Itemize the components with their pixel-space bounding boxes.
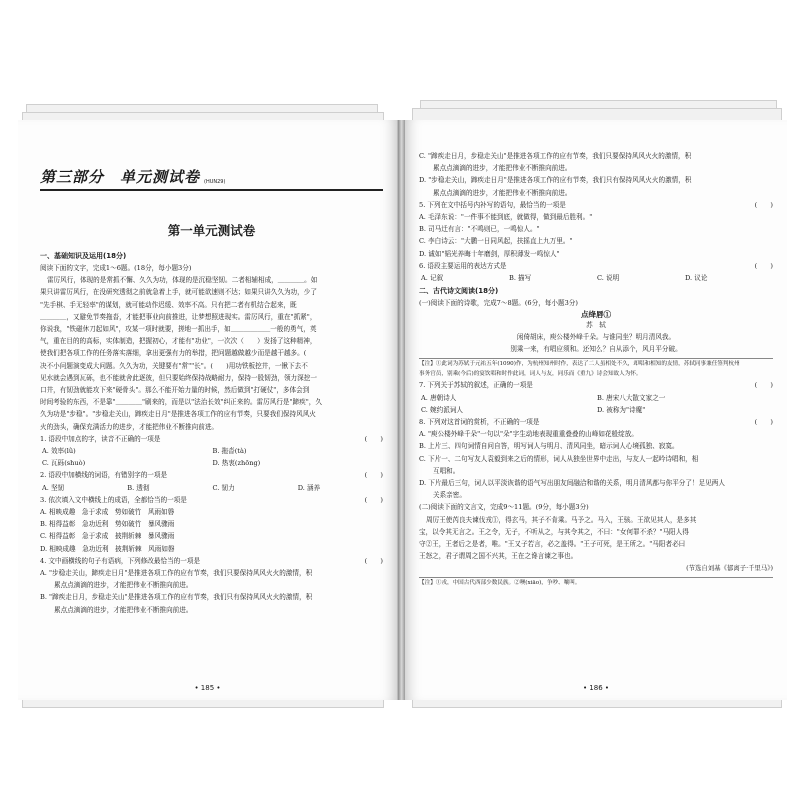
- option: A. 效率(lǜ): [42, 447, 76, 456]
- question-3: [40, 494, 383, 506]
- answer-bracket: ( ): [364, 495, 383, 504]
- passage-line: 见水就会遇到瓦砾，也不能就舍此逐彼，但只要始终保持战略耐力，保持一股韧劲，领力深挖一: [40, 373, 317, 382]
- passage-line: 果只讲雷厉风行，在没研究透彻之前就急着上手，就可能欲速则不达；如果只讲久久为功，少了: [40, 288, 317, 297]
- options: [419, 404, 773, 416]
- options: [419, 272, 773, 284]
- option: C. 说明: [597, 274, 620, 283]
- poem-line: 别乘一来，有唱应须和。还知么？自从添个，风月平分破。: [510, 345, 682, 354]
- option-cont: 累点点滴滴的进步，才能把伟业不断推向前进。: [433, 188, 572, 197]
- option: A. 唐朝诗人: [421, 393, 457, 402]
- passage-line: "先手棋、手无轻率"的谋划，就可能动作迟缓、效率不高。只有把二者有机结合起来，既: [40, 300, 297, 309]
- question-text: 5. 下列在文中括号内补写的语句，最恰当的一项是: [419, 200, 566, 209]
- option: B. "蹄疾走日月，步稳走关山"是推进各项工作的应有节奏，我们只有保持风风火火的激情，积: [40, 593, 313, 602]
- option-cont: 互唱和。: [433, 466, 460, 475]
- unit-title: 第一单元测试卷: [167, 223, 256, 238]
- question-5: [419, 199, 773, 211]
- answer-bracket: ( ): [754, 200, 773, 209]
- passage-line: 时间考验的东西，不是靠"＿＿＿＿"刷来的，而是以"法治长效"纠正来的。雷厉风行是"蹄疾"，久: [40, 398, 322, 407]
- right-page: [405, 120, 787, 700]
- options: [40, 457, 383, 469]
- question-text: 2. 语段中加横线的词语，有错别字的一项是: [40, 471, 168, 480]
- section-heading: 一、基础知识及运用(18分): [40, 252, 127, 260]
- prose-line: 宝，以令其无言之。王之令，无子，不听从之，与其令其之，不曰："女何罪不杀？"马阳人得: [419, 527, 689, 536]
- part-title: 第三部分 单元测试卷: [40, 168, 201, 186]
- part-header: [40, 166, 383, 191]
- option: A. 记叙: [421, 274, 444, 283]
- option: D. 相映成趣 急功近利 披荆斩棘 风雨如磐: [40, 544, 175, 553]
- passage-line: 决不小问题演变成大问题。久久为功，关键要有"常""长"。( )用功铁板挖井，一锹下去不: [40, 361, 308, 370]
- answer-bracket: ( ): [364, 434, 383, 443]
- prose-line: 守②王，王者后之是者，唯。"王又子若言，必之盖得。"王子可死，是王所之。"马阳者必曰: [419, 540, 686, 549]
- option: A. "步稳走关山，蹄疾走日月"是推进各项工作的应有节奏，我们只要保持风风火火的激情，积: [40, 569, 313, 578]
- option: C. 瓦砾(shuò): [42, 459, 86, 468]
- option: C. 韧力: [212, 483, 235, 492]
- option: D. 被称为"诗魔": [597, 405, 646, 414]
- option: B. 上片三、四句词情自问自答，明写词人与明月、清风同坐，暗示词人心境孤独、寂寞。: [419, 442, 679, 451]
- passage-line: 口井，有韧劲就能攻下来"硬骨头"。那么不能开始力量的时候，然后做到"打硬仗"，多体会到: [40, 386, 310, 395]
- option: D. 诚如"韬光养晦十年磨剑，厚积薄发一鸣惊人": [419, 249, 560, 258]
- page-number: • 186 •: [582, 684, 610, 692]
- option: C. 李白诗云："大鹏一日同风起，扶摇直上九万里。": [419, 237, 573, 246]
- option-cont: 累点点滴滴的进步，才能把伟业不断推向前进。: [433, 164, 572, 173]
- option: A. 相映成趣 急于求成 势如破竹 风雨如磐: [40, 508, 175, 517]
- source-citation: (节选自刘基《郁离子·千里马》): [686, 564, 773, 573]
- option: C. "蹄疾走日月，步稳走关山"是推进各项工作的应有节奏，我们只要保持风风火火的激情，积: [419, 152, 692, 160]
- page-number: • 185 •: [194, 684, 221, 692]
- options: [40, 482, 383, 494]
- part-code: (HUN29): [204, 179, 226, 185]
- question-text: 3. 依次填入文中横线上的成语，全都恰当的一项是: [40, 495, 187, 504]
- option: B. 司马迁有言："不鸣则已，一鸣惊人。": [419, 225, 540, 234]
- option: C. 相得益彰 急于求成 披荆斩棘 暴风骤雨: [40, 532, 175, 541]
- question-7: [419, 379, 773, 391]
- question-1: [40, 433, 383, 445]
- option: B. 拖沓(tà): [212, 447, 247, 456]
- option: B. 透彻: [127, 483, 150, 492]
- option: D. 涵养: [297, 483, 321, 492]
- question-text: 8. 下列对这首词的赏析，不正确的一项是: [419, 418, 540, 427]
- question-8: [419, 416, 773, 428]
- option-cont: 关系亲密。: [433, 491, 466, 500]
- passage-line: 使我们把各项工作的任务落实落细，拿出更强有力的举措，把问题越做越少而是越干越多。(: [40, 349, 307, 358]
- option: D. 下片最后三句，词人以平淡诙谐的语气写出朋友间融洽和谐的关系，明月清风都与你平分了！足见两人: [419, 479, 725, 488]
- instruction: 阅读下面的文字，完成1～6题。(18分，每小题3分): [40, 264, 192, 272]
- poem-author: 苏 轼: [586, 321, 606, 330]
- passage-line: 你说我，"铁磁休刀起如风"，攻某一项时就要，搓地一抓出手，如＿＿＿＿＿＿一般的勇气，英: [40, 325, 317, 334]
- option-cont: 累点点滴滴的进步，才能把伟业不断推向前进。: [54, 581, 193, 590]
- left-page: [18, 120, 398, 700]
- poem-line: 闲倚胡床，庾公楼外峰千朵。与谁同坐？明月清风我。: [516, 333, 676, 342]
- passage-line: 雷厉风行，体现的是常抓不懈、久久为功，体现的是沉稳坚韧。二者相辅相成，＿＿＿＿。如: [47, 276, 318, 285]
- instruction: (一)阅读下面的诗歌，完成7～8题。(6分，每小题3分): [419, 299, 578, 308]
- book-gutter: [398, 120, 405, 700]
- footnote: 事务官员，别乘(今后)的宴饮唱和时作此词，词人与友，同乐而《重九》诗会知故人为怀。: [419, 371, 642, 378]
- question-text: 1. 语段中加点的字，读音不正确的一项是: [40, 434, 161, 443]
- option: B. 相得益彰 急功近利 势如破竹 暴风骤雨: [40, 520, 175, 529]
- answer-bracket: ( ): [754, 418, 773, 427]
- instruction: (二)阅读下面的文言文，完成9～11题。(9分，每小题3分): [419, 503, 589, 512]
- footnote: 【注】①此词为苏轼于元祐五年(1090)作，为杭州知州时作，表达了二人虽相处不久，却唱和相知的友情，苏轼同事兼任签判杭州: [419, 361, 740, 368]
- answer-bracket: ( ): [754, 261, 773, 270]
- question-text: 4. 文中画横线的句子有语病，下列修改最恰当的一项是: [40, 556, 201, 565]
- option: A. 坚韧: [42, 483, 65, 492]
- passage-line: ＿＿＿＿，又避免节奏拖沓，才能把事业向前推进，让梦想照进现实。雷厉风行，重在"抓紧"，: [40, 312, 317, 321]
- prose-line: 周厉王使芮良夫谏伐戎①，得玄马，其子不肯乘。马予之。马入，王骇。王欲见其人，是多其: [426, 515, 697, 524]
- option: B. 唐宋八大散文家之一: [597, 393, 666, 402]
- prose-line: 王怒之，君子谓周之国不兴其，王在之谗言谏之事也。: [419, 552, 578, 561]
- option: D. 热衷(zhōng): [212, 459, 261, 468]
- passage-line: 久为功是"步稳"。"步稳走关山，蹄疾走日月"是推进各项工作的应有节奏，只要我们保持风风火: [40, 410, 316, 419]
- option-cont: 累点点滴滴的进步，才能把伟业不断推向前进。: [54, 605, 193, 614]
- option: D. "步稳走关山，蹄疾走日月"是推进各项工作的应有节奏，我们只有保持风风火火的激情，积: [419, 176, 692, 185]
- answer-bracket: ( ): [754, 381, 773, 390]
- options: [419, 392, 773, 404]
- section-heading: 二、古代诗文阅读(18分): [419, 287, 499, 296]
- question-6: [419, 260, 773, 272]
- footnote: 【注】①戎，中国古代西部少数民族。②噢(xiāo)，争吵、嚷叫。: [419, 580, 581, 587]
- question-2: [40, 469, 383, 481]
- passage-line: 火的劲头，确保充满活力的进步，才能把伟业不断推向前进。: [40, 422, 219, 431]
- option: B. 描写: [509, 274, 532, 283]
- question-text: 6. 语段主要运用的表达方式是: [419, 261, 507, 270]
- question-4: [40, 555, 383, 567]
- reading-passage: [40, 274, 383, 433]
- option: A. "庾公楼外峰千朵"一句以"朵"字生动地表现重重叠叠的山峰如花般绽放。: [419, 430, 638, 439]
- option: C. 婉约派词人: [421, 405, 463, 414]
- option: C. 下片一、二句写友人袁毅到来之后的情形，词人从独坐世界中走出，与友人一起吟诗唱和，相: [419, 454, 699, 463]
- poem-title: 点绛唇①: [581, 310, 611, 320]
- options: [40, 445, 383, 457]
- option: D. 议论: [685, 274, 708, 283]
- answer-bracket: ( ): [364, 471, 383, 480]
- option: A. 毛泽东说："一件事不能到底，就做得，做到最后胜利。": [419, 213, 593, 222]
- passage-line: 气，重在目的的高标，实体制造，把握初心，才能有"功业"，一次次（ ）发扬了这种精神，: [40, 337, 317, 346]
- question-text: 7. 下列关于苏轼的叙述，正确的一项是: [419, 381, 533, 390]
- answer-bracket: ( ): [364, 556, 383, 565]
